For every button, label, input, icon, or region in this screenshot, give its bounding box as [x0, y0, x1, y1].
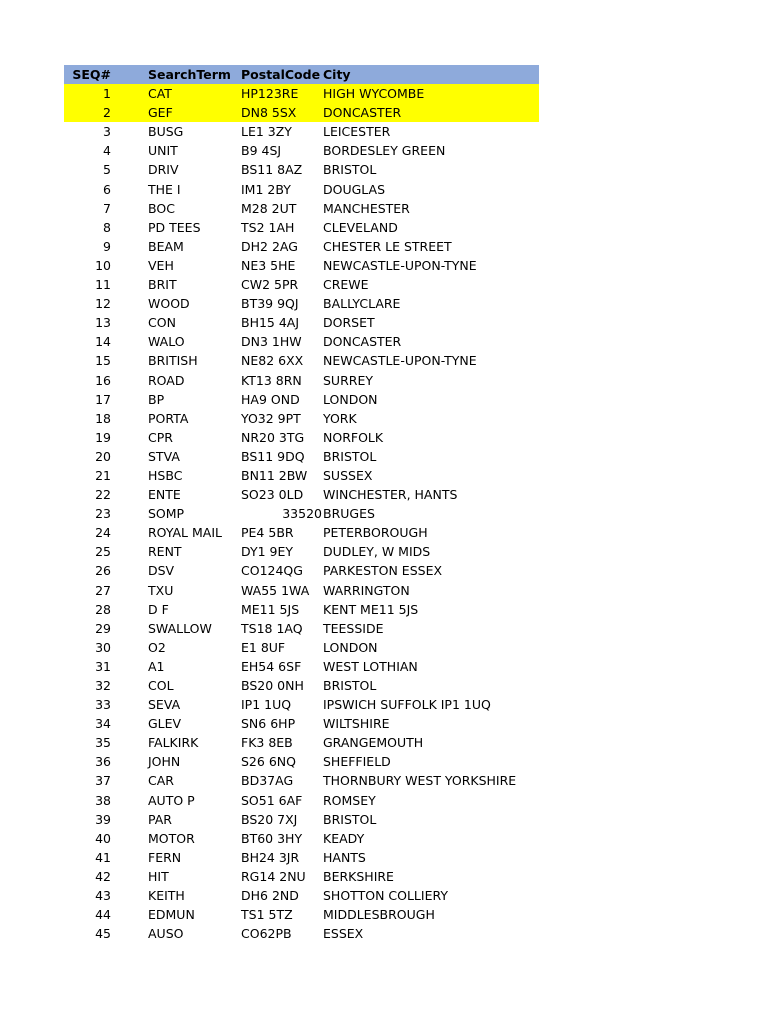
table-row	[64, 199, 539, 218]
table-row	[64, 409, 539, 428]
seq-cell: 7	[103, 200, 111, 216]
postal-code-cell: IP1 1UQ	[241, 697, 292, 713]
city-cell: WILTSHIRE	[323, 716, 390, 732]
search-term-cell: GLEV	[148, 716, 182, 732]
seq-cell: 9	[103, 238, 111, 254]
search-term-cell: DSV	[148, 563, 175, 579]
city-cell: ROMSEY	[323, 792, 376, 808]
city-cell: WARRINGTON	[323, 582, 410, 598]
table-row	[64, 141, 539, 160]
postal-code-cell: DN3 1HW	[241, 334, 302, 350]
postal-code-cell: EH54 6SF	[241, 658, 302, 674]
seq-cell: 21	[95, 467, 111, 483]
city-cell: BALLYCLARE	[323, 296, 401, 312]
city-cell: CHESTER LE STREET	[323, 238, 452, 254]
postal-code-cell: E1 8UF	[241, 639, 286, 655]
seq-cell: 14	[95, 334, 111, 350]
postal-code-cell: DY1 9EY	[241, 544, 293, 560]
search-term-cell: JOHN	[148, 754, 181, 770]
search-term-cell: HIT	[148, 868, 169, 884]
postal-code-cell: TS18 1AQ	[241, 620, 303, 636]
seq-cell: 44	[95, 907, 111, 923]
postal-code-cell: YO32 9PT	[241, 410, 301, 426]
city-cell: THORNBURY WEST YORKSHIRE	[323, 773, 517, 789]
city-cell: KEADY	[323, 830, 365, 846]
seq-cell: 41	[95, 849, 111, 865]
header-city: City	[323, 67, 351, 82]
table-row	[64, 924, 539, 943]
seq-cell: 20	[95, 448, 111, 464]
search-term-cell: SOMP	[148, 506, 185, 522]
search-term-cell: VEH	[148, 257, 174, 273]
table-row	[64, 733, 539, 752]
header-row	[64, 65, 539, 84]
city-cell: SUSSEX	[323, 467, 373, 483]
seq-cell: 16	[95, 372, 111, 388]
table-row	[64, 160, 539, 179]
seq-cell: 15	[95, 353, 111, 369]
table-row	[64, 714, 539, 733]
search-term-cell: THE I	[148, 181, 181, 197]
table-row	[64, 256, 539, 275]
search-term-cell: FALKIRK	[148, 735, 199, 751]
postal-code-cell: M28 2UT	[241, 200, 297, 216]
postal-code-cell: BT39 9QJ	[241, 296, 299, 312]
city-cell: TEESSIDE	[323, 620, 384, 636]
search-term-cell: PAR	[148, 811, 172, 827]
search-term-cell: WOOD	[148, 296, 190, 312]
city-cell: PARKESTON ESSEX	[323, 563, 443, 579]
city-cell: BERKSHIRE	[323, 868, 394, 884]
seq-cell: 1	[103, 86, 111, 102]
postal-code-cell: NE82 6XX	[241, 353, 304, 369]
search-term-cell: CON	[148, 315, 176, 331]
seq-cell: 26	[95, 563, 111, 579]
city-cell: BRISTOL	[323, 811, 377, 827]
table-row	[64, 791, 539, 810]
search-term-cell: FERN	[148, 849, 182, 865]
search-term-cell: D F	[148, 601, 169, 617]
seq-cell: 28	[95, 601, 111, 617]
table-row	[64, 447, 539, 466]
postal-code-cell: KT13 8RN	[241, 372, 302, 388]
table-row	[64, 848, 539, 867]
search-term-cell: A1	[148, 658, 165, 674]
postal-code-cell: BS20 0NH	[241, 678, 304, 693]
city-cell: KENT ME11 5JS	[323, 601, 419, 617]
search-term-cell: O2	[148, 639, 166, 655]
search-term-cell: RENT	[148, 544, 182, 560]
city-cell: DOUGLAS	[323, 181, 386, 197]
city-cell: BRISTOL	[323, 678, 377, 693]
search-term-cell: HSBC	[148, 467, 183, 483]
seq-cell: 35	[95, 735, 111, 751]
search-term-cell: STVA	[148, 448, 180, 464]
header-seq: SEQ#	[72, 67, 111, 82]
postal-code-cell: SO23 0LD	[241, 487, 304, 503]
postal-code-cell: CW2 5PR	[241, 277, 299, 293]
postal-code-cell: BH15 4AJ	[241, 315, 300, 331]
seq-cell: 23	[95, 506, 111, 522]
table-row	[64, 275, 539, 294]
city-cell: LEICESTER	[323, 124, 391, 140]
search-term-cell: WALO	[148, 334, 185, 350]
search-term-cell: TXU	[148, 582, 174, 598]
city-cell: BRISTOL	[323, 448, 377, 464]
city-cell: BRUGES	[323, 506, 375, 522]
postal-code-cell: DH2 2AG	[241, 238, 298, 254]
seq-cell: 12	[95, 296, 111, 312]
table-row	[64, 771, 539, 790]
city-cell: BORDESLEY GREEN	[323, 143, 446, 159]
table-row	[64, 561, 539, 580]
seq-cell: 24	[95, 525, 111, 541]
table-row	[64, 504, 539, 523]
table-row	[64, 371, 539, 390]
city-cell: CREWE	[323, 277, 369, 293]
city-cell: BRISTOL	[323, 162, 377, 178]
table-row	[64, 180, 539, 199]
search-term-cell: SEVA	[148, 697, 181, 713]
table-row	[64, 351, 539, 370]
seq-cell: 2	[103, 105, 111, 121]
postal-code-cell: NR20 3TG	[241, 429, 305, 445]
postal-code-cell: WA55 1WA	[241, 582, 310, 598]
seq-cell: 45	[95, 926, 111, 942]
search-term-cell: BEAM	[148, 238, 184, 254]
search-term-cell: GEF	[148, 105, 173, 121]
table-row	[64, 237, 539, 256]
postal-code-cell: DN8 5SX	[241, 105, 297, 121]
city-cell: YORK	[323, 410, 357, 426]
postal-code-cell: LE1 3ZY	[241, 124, 292, 140]
seq-cell: 31	[95, 658, 111, 674]
postal-code-cell: ME11 5JS	[241, 601, 300, 617]
table-row	[64, 218, 539, 237]
postal-code-cell: BD37AG	[241, 773, 294, 789]
header-postal-code: PostalCode	[241, 67, 321, 82]
search-term-cell: BUSG	[148, 124, 184, 140]
seq-cell: 18	[95, 410, 111, 426]
seq-cell: 19	[95, 429, 111, 445]
table-row	[64, 619, 539, 638]
city-cell: DORSET	[323, 315, 375, 331]
seq-cell: 8	[103, 219, 111, 235]
postal-code-cell: HP123RE	[241, 86, 299, 102]
postal-code-cell: FK3 8EB	[241, 735, 293, 751]
city-cell: NORFOLK	[323, 429, 384, 445]
search-term-cell: EDMUN	[148, 907, 195, 923]
table-body	[64, 84, 539, 943]
seq-cell: 17	[95, 391, 111, 407]
search-term-cell: BP	[148, 391, 165, 407]
seq-cell: 22	[95, 487, 111, 503]
seq-cell: 29	[95, 620, 111, 636]
postal-code-cell: SO51 6AF	[241, 792, 303, 808]
city-cell: WEST LOTHIAN	[323, 658, 418, 674]
search-term-cell: AUSO	[148, 926, 184, 942]
city-cell: MIDDLESBROUGH	[323, 907, 435, 923]
postal-code-cell: IM1 2BY	[241, 181, 291, 197]
search-term-cell: AUTO P	[148, 792, 195, 808]
table-row	[64, 122, 539, 141]
search-term-cell: UNIT	[148, 143, 178, 159]
postal-code-cell: BH24 3JR	[241, 849, 300, 865]
seq-cell: 5	[103, 162, 111, 178]
table-row	[64, 867, 539, 886]
search-term-cell: BRITISH	[148, 353, 198, 369]
table-row	[64, 332, 539, 351]
table-row	[64, 485, 539, 504]
search-term-cell: KEITH	[148, 888, 185, 904]
search-term-cell: CAR	[148, 773, 174, 789]
postal-code-cell: TS2 1AH	[241, 219, 295, 235]
table-row	[64, 390, 539, 409]
search-term-cell: PORTA	[148, 410, 189, 426]
seq-cell: 13	[95, 315, 111, 331]
city-cell: CLEVELAND	[323, 219, 398, 235]
seq-cell: 42	[95, 868, 111, 884]
postal-code-cell: CO124QG	[241, 563, 303, 579]
seq-cell: 4	[103, 143, 111, 159]
search-term-cell: ENTE	[148, 487, 181, 503]
city-cell: GRANGEMOUTH	[323, 735, 424, 751]
seq-cell: 40	[95, 830, 111, 846]
city-cell: WINCHESTER, HANTS	[323, 487, 458, 503]
search-term-cell: MOTOR	[148, 830, 195, 846]
city-cell: IPSWICH SUFFOLK IP1 1UQ	[323, 697, 491, 713]
seq-cell: 36	[95, 754, 111, 770]
search-term-cell: BRIT	[148, 277, 177, 293]
seq-cell: 32	[95, 678, 111, 693]
postal-code-cell: BS11 8AZ	[241, 162, 303, 178]
postal-code-cell: CO62PB	[241, 926, 292, 942]
postal-code-cell: B9 4SJ	[241, 143, 282, 159]
seq-cell: 3	[103, 124, 111, 140]
seq-cell: 37	[95, 773, 111, 789]
table-row	[64, 676, 539, 695]
city-cell: PETERBOROUGH	[323, 525, 428, 541]
seq-cell: 30	[95, 639, 111, 655]
search-term-cell: CAT	[148, 86, 172, 102]
header-search-term: SearchTerm	[148, 67, 231, 82]
search-term-cell: PD TEES	[148, 219, 201, 235]
postal-code-cell: BT60 3HY	[241, 830, 303, 846]
seq-cell: 39	[95, 811, 111, 827]
postal-code-cell: 33520	[282, 506, 322, 522]
postal-code-cell: S26 6NQ	[241, 754, 296, 770]
search-term-cell: ROAD	[148, 372, 185, 388]
seq-cell: 6	[103, 181, 111, 197]
search-term-cell: BOC	[148, 200, 175, 216]
postal-code-cell: DH6 2ND	[241, 888, 299, 904]
postal-code-cell: RG14 2NU	[241, 868, 306, 884]
table-row	[64, 84, 539, 103]
city-cell: DONCASTER	[323, 334, 402, 350]
search-term-cell: COL	[148, 678, 174, 693]
city-cell: SURREY	[323, 372, 373, 388]
city-cell: SHOTTON COLLIERY	[323, 888, 448, 904]
table-row	[64, 695, 539, 714]
city-cell: SHEFFIELD	[323, 754, 391, 770]
table-row	[64, 657, 539, 676]
table-row	[64, 103, 539, 122]
postal-code-cell: TS1 5TZ	[241, 907, 293, 923]
postal-code-cell: PE4 5BR	[241, 525, 294, 541]
city-cell: HANTS	[323, 849, 366, 865]
table-row	[64, 752, 539, 771]
search-term-cell: SWALLOW	[148, 620, 212, 636]
city-cell: HIGH WYCOMBE	[323, 86, 425, 102]
search-term-cell: CPR	[148, 429, 173, 445]
seq-cell: 10	[95, 257, 111, 273]
seq-cell: 43	[95, 888, 111, 904]
city-cell: LONDON	[323, 391, 378, 407]
city-cell: LONDON	[323, 639, 378, 655]
seq-cell: 27	[95, 582, 111, 598]
table-row	[64, 428, 539, 447]
postal-code-cell: BS20 7XJ	[241, 811, 298, 827]
city-cell: MANCHESTER	[323, 200, 410, 216]
table-row	[64, 581, 539, 600]
table-row	[64, 886, 539, 905]
table-row	[64, 638, 539, 657]
table-row	[64, 810, 539, 829]
postal-code-cell: SN6 6HP	[241, 716, 296, 732]
table-row	[64, 313, 539, 332]
postal-code-cell: BN11 2BW	[241, 467, 308, 483]
search-term-cell: DRIV	[148, 162, 179, 178]
seq-cell: 38	[95, 792, 111, 808]
city-cell: DUDLEY, W MIDS	[323, 544, 431, 560]
postal-code-cell: HA9 OND	[241, 391, 300, 407]
seq-cell: 33	[95, 697, 111, 713]
city-cell: NEWCASTLE-UPON-TYNE	[323, 353, 477, 369]
seq-cell: 34	[95, 716, 111, 732]
table-row	[64, 294, 539, 313]
table-row	[64, 600, 539, 619]
postal-code-cell: BS11 9DQ	[241, 448, 305, 464]
spreadsheet-table	[64, 65, 539, 943]
table-row	[64, 542, 539, 561]
table-row	[64, 466, 539, 485]
search-term-cell: ROYAL MAIL	[148, 525, 222, 541]
seq-cell: 11	[95, 277, 111, 293]
table-row	[64, 905, 539, 924]
city-cell: NEWCASTLE-UPON-TYNE	[323, 257, 477, 273]
table-row	[64, 829, 539, 848]
city-cell: DONCASTER	[323, 105, 402, 121]
seq-cell: 25	[95, 544, 111, 560]
city-cell: ESSEX	[323, 926, 364, 942]
table-row	[64, 523, 539, 542]
postal-code-cell: NE3 5HE	[241, 257, 296, 273]
